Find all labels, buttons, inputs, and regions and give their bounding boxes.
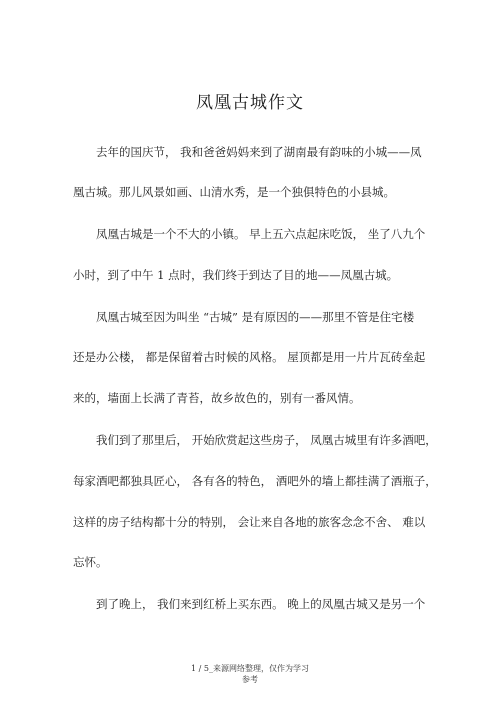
text-line: 小时，到了中午 1 点时，我们终于到达了目的地——凤凰古城。 [73, 268, 399, 282]
footer-line: 参考 [242, 675, 258, 684]
text-line: 凤凰古城是一个不大的小镇。 早上五六点起床吃饭， 坐了八九个 [96, 227, 426, 241]
document-title: 凤凰古城作文 [196, 93, 304, 113]
text-line: 还是办公楼， 都是保留着古时候的风格。 屋顶都是用一片片瓦砖垒起 [73, 350, 426, 364]
text-line: 我们到了那里后， 开始欣赏起这些房子， 凤凰古城里有许多酒吧， [96, 433, 437, 447]
text-line: 凰古城。那儿风景如画、山清水秀，是一个独俱特色的小县城。 [73, 185, 395, 199]
text-line: 这样的房子结构都十分的特别， 会让来自各地的旅客念念不舍、 难以 [73, 515, 426, 529]
page-footer [0, 663, 500, 685]
text-line: 忘怀。 [73, 555, 108, 569]
text-line: 来的，墙面上长满了青苔，故乡故色的，别有一番风情。 [73, 391, 361, 405]
footer-line: 1 / 5_来源网络整理，仅作为学习 [191, 664, 309, 673]
text-line: 凤凰古城至因为叫坐 “古城” 是有原因的——那里不管是住宅楼 [96, 310, 415, 324]
text-line: 去年的国庆节， 我和爸爸妈妈来到了湖南最有韵味的小城——凤 [96, 145, 422, 159]
text-line: 每家酒吧都独具匠心， 各有各的特色， 酒吧外的墙上都挂满了酒瓶子， [73, 474, 437, 488]
text-line: 到了晚上， 我们来到红桥上买东西。 晚上的凤凰古城又是另一个 [96, 597, 426, 611]
